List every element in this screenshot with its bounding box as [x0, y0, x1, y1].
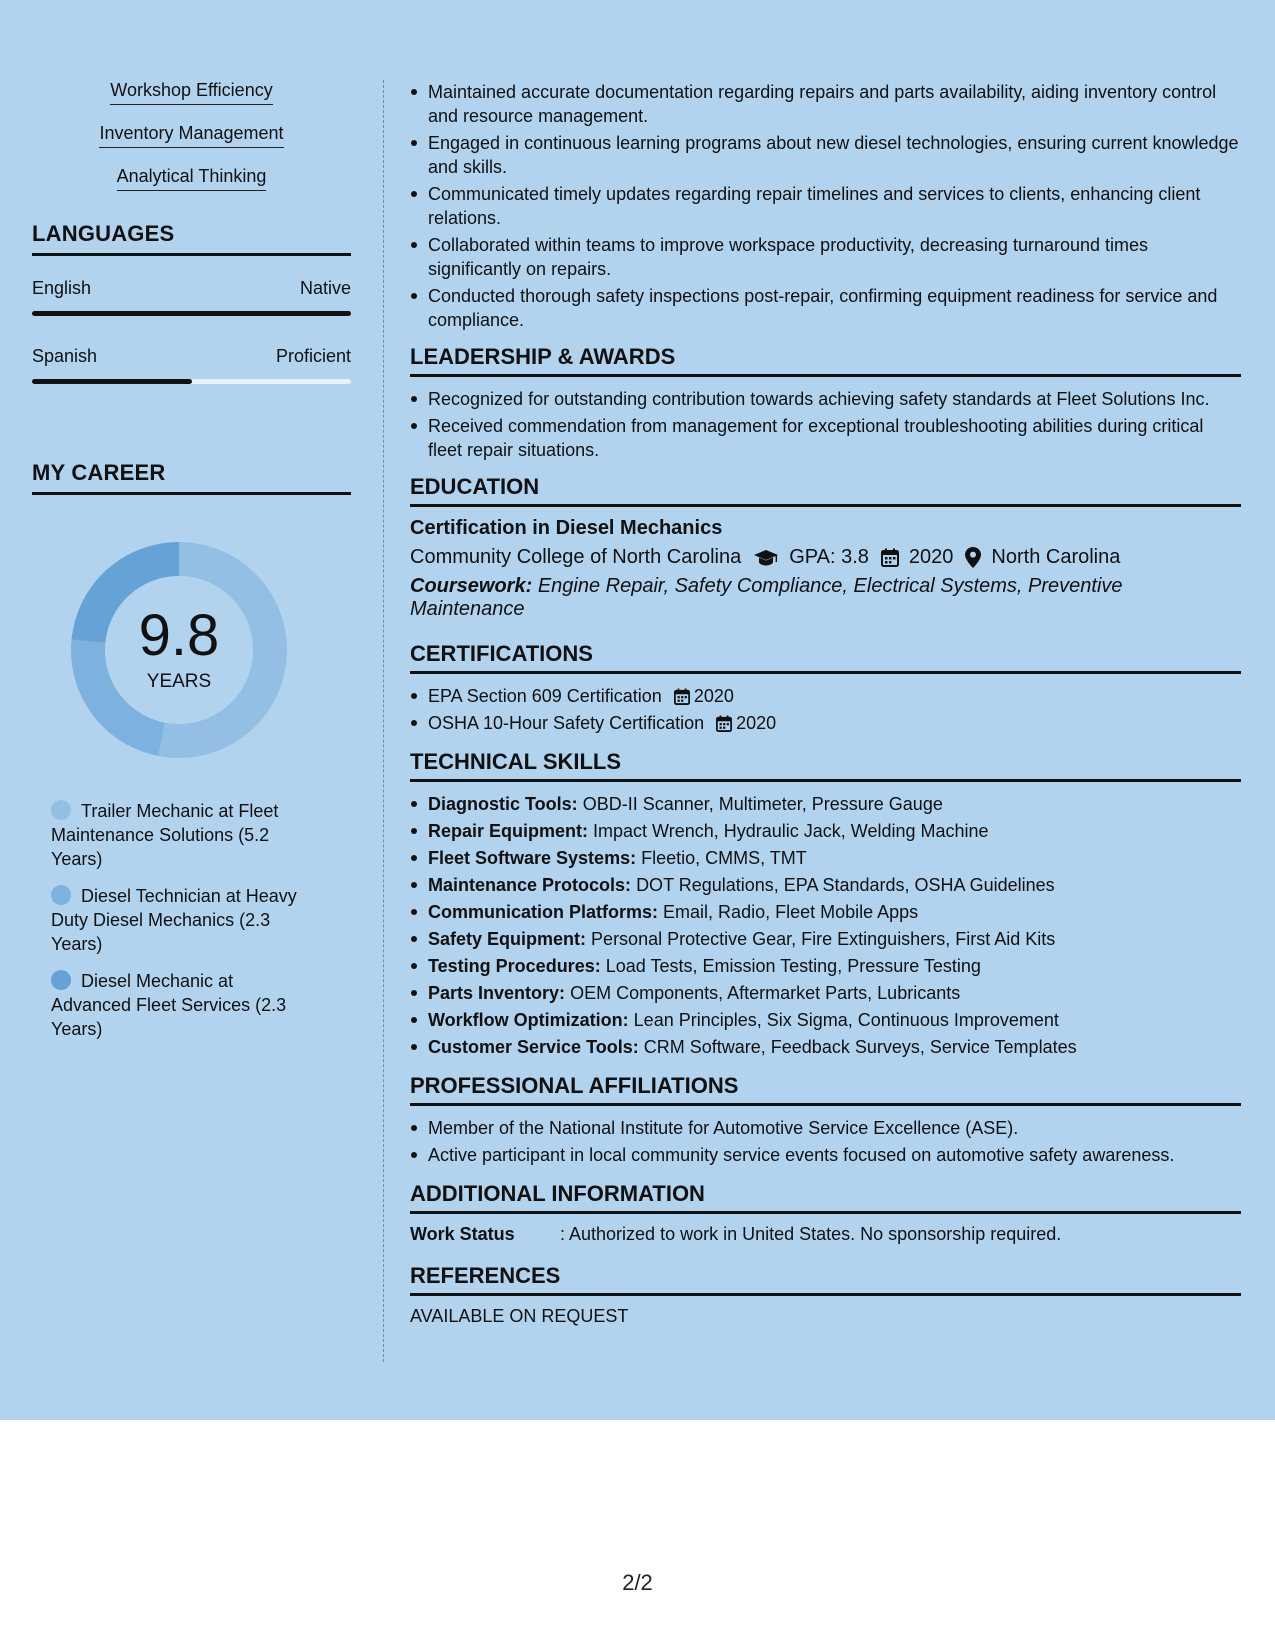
- page-number: 2/2: [622, 1570, 653, 1595]
- career-heading: MY CAREER: [32, 460, 351, 495]
- skill-values: Load Tests, Emission Testing, Pressure Testing: [605, 956, 981, 976]
- certification-year: 2020: [736, 713, 777, 733]
- skill-category: Parts Inventory:: [428, 983, 566, 1003]
- awards-section: [410, 344, 1241, 462]
- language-name: Spanish: [32, 346, 98, 366]
- technical-skill-item: [410, 846, 1241, 870]
- column-divider: [383, 80, 384, 1362]
- skill-item: [32, 166, 351, 191]
- references-heading: REFERENCES: [410, 1263, 1241, 1296]
- certification-name: EPA Section 609 Certification: [428, 686, 662, 706]
- skill-category: Testing Procedures:: [428, 956, 601, 976]
- experience-bullet: Communicated timely updates regarding repair timelines and services to clients, enhancing client relations.: [410, 182, 1241, 230]
- skill-category: Diagnostic Tools:: [428, 794, 578, 814]
- award-item: Received commendation from management for exceptional troubleshooting abilities during critical fleet repair situations.: [410, 414, 1241, 462]
- skill-category: Fleet Software Systems:: [428, 848, 637, 868]
- language-level: Proficient: [275, 346, 351, 366]
- technical-skill-item: [410, 873, 1241, 897]
- skill-category: Workflow Optimization:: [428, 1010, 629, 1030]
- certifications-section: [410, 641, 1241, 735]
- language-name: English: [32, 278, 92, 298]
- award-item: Recognized for outstanding contribution towards achieving safety standards at Fleet Solutions Inc.: [410, 387, 1241, 411]
- technical-skills-heading: TECHNICAL SKILLS: [410, 749, 1241, 782]
- skill-category: Maintenance Protocols:: [428, 875, 632, 895]
- legend-dot-icon: [51, 885, 71, 905]
- technical-skill-item: [410, 981, 1241, 1005]
- location-pin-icon: [965, 547, 981, 568]
- career-legend: [51, 799, 316, 1041]
- language-proficiency-fill: [32, 311, 351, 316]
- legend-dot-icon: [51, 970, 71, 990]
- left-column: [32, 80, 351, 1054]
- skill-label: Inventory Management: [99, 123, 283, 148]
- career-donut-chart: [64, 535, 294, 765]
- affiliations-heading: PROFESSIONAL AFFILIATIONS: [410, 1073, 1241, 1106]
- language-proficiency-bar: [32, 379, 351, 384]
- coursework-list: Engine Repair, Safety Compliance, Electrical Systems, Preventive Maintenance: [410, 575, 1123, 620]
- additional-info-heading: ADDITIONAL INFORMATION: [410, 1181, 1241, 1214]
- calendar-icon: [881, 548, 899, 567]
- skill-values: Impact Wrench, Hydraulic Jack, Welding Machine: [593, 821, 989, 841]
- skill-values: OBD-II Scanner, Multimeter, Pressure Gauge: [582, 794, 943, 814]
- skill-item: [32, 123, 351, 148]
- language-proficiency-bar: [32, 311, 351, 316]
- references-section: [410, 1263, 1241, 1327]
- education-gpa: GPA: 3.8: [789, 546, 869, 568]
- awards-heading: LEADERSHIP & AWARDS: [410, 344, 1241, 377]
- experience-bullet: Maintained accurate documentation regarding repairs and parts availability, aiding inventory control and resource management.: [410, 80, 1241, 128]
- skill-values: DOT Regulations, EPA Standards, OSHA Guidelines: [636, 875, 1055, 895]
- graduation-cap-icon: [753, 549, 779, 567]
- affiliation-item: Member of the National Institute for Automotive Service Excellence (ASE).: [410, 1116, 1241, 1140]
- skill-values: Lean Principles, Six Sigma, Continuous Improvement: [633, 1010, 1059, 1030]
- technical-skill-item: [410, 1035, 1241, 1059]
- legend-dot-icon: [51, 800, 71, 820]
- skill-category: Repair Equipment:: [428, 821, 589, 841]
- calendar-icon: [716, 715, 732, 732]
- education-year: 2020: [908, 546, 954, 568]
- experience-bullet: Collaborated within teams to improve workspace productivity, decreasing turnaround times significantly on repairs.: [410, 233, 1241, 281]
- skill-values: OEM Components, Aftermarket Parts, Lubricants: [570, 983, 961, 1003]
- skill-label: Workshop Efficiency: [110, 80, 272, 105]
- skill-values: CRM Software, Feedback Surveys, Service Templates: [643, 1037, 1077, 1057]
- experience-bullet: Engaged in continuous learning programs about new diesel technologies, ensuring current knowledge and skills.: [410, 131, 1241, 179]
- career-legend-item: [51, 799, 316, 871]
- career-legend-label: Trailer Mechanic at Fleet Maintenance Solutions (5.2 Years): [51, 801, 279, 869]
- skill-item: [32, 80, 351, 105]
- education-coursework: [410, 575, 1241, 621]
- certification-year: 2020: [693, 686, 734, 706]
- technical-skill-item: [410, 792, 1241, 816]
- technical-skill-item: [410, 927, 1241, 951]
- education-section: [410, 474, 1241, 621]
- skill-category: Safety Equipment:: [428, 929, 587, 949]
- career-legend-item: [51, 969, 316, 1041]
- language-level: Native: [299, 278, 351, 298]
- career-legend-item: [51, 884, 316, 956]
- education-heading: EDUCATION: [410, 474, 1241, 507]
- certification-name: OSHA 10-Hour Safety Certification: [428, 713, 705, 733]
- skill-category: Communication Platforms:: [428, 902, 659, 922]
- skill-label: Analytical Thinking: [117, 166, 267, 191]
- career-donut-center: [64, 535, 294, 765]
- skills-list: [32, 80, 351, 191]
- coursework-label: Coursework:: [410, 575, 533, 597]
- language-entry: [32, 346, 351, 384]
- career-legend-label: Diesel Technician at Heavy Duty Diesel Mechanics (2.3 Years): [51, 886, 297, 954]
- language-proficiency-fill: [32, 379, 192, 384]
- education-details: [410, 546, 1241, 569]
- experience-bullets: [410, 80, 1241, 332]
- education-location: North Carolina: [991, 546, 1121, 568]
- technical-skill-item: [410, 954, 1241, 978]
- experience-bullet: Conducted thorough safety inspections post-repair, confirming equipment readiness for service and compliance.: [410, 284, 1241, 332]
- certification-item: [410, 711, 1241, 735]
- certification-item: [410, 684, 1241, 708]
- career-years-unit: YEARS: [146, 671, 212, 692]
- technical-skill-item: [410, 819, 1241, 843]
- language-entry: [32, 278, 351, 316]
- work-status-label: Work Status: [410, 1224, 515, 1244]
- skill-category: Customer Service Tools:: [428, 1037, 639, 1057]
- references-text: AVAILABLE ON REQUEST: [410, 1306, 629, 1326]
- skill-values: Personal Protective Gear, Fire Extinguishers, First Aid Kits: [591, 929, 1056, 949]
- career-legend-label: Diesel Mechanic at Advanced Fleet Services (2.3 Years): [51, 971, 287, 1039]
- technical-skills-section: [410, 749, 1241, 1059]
- right-column: [410, 80, 1241, 1327]
- career-total-years: 9.8: [138, 603, 220, 668]
- technical-skill-item: [410, 1008, 1241, 1032]
- education-degree: Certification in Diesel Mechanics: [410, 517, 723, 539]
- languages-heading: LANGUAGES: [32, 221, 351, 256]
- skill-values: Email, Radio, Fleet Mobile Apps: [663, 902, 919, 922]
- technical-skill-item: [410, 900, 1241, 924]
- certifications-heading: CERTIFICATIONS: [410, 641, 1241, 674]
- education-school: Community College of North Carolina: [410, 546, 742, 568]
- additional-info-section: [410, 1181, 1241, 1245]
- affiliation-item: Active participant in local community service events focused on automotive safety awareness.: [410, 1143, 1241, 1167]
- affiliations-section: [410, 1073, 1241, 1167]
- work-status-row: [410, 1224, 1241, 1245]
- calendar-icon: [674, 688, 690, 705]
- skill-values: Fleetio, CMMS, TMT: [641, 848, 807, 868]
- work-status-value: : Authorized to work in United States. No sponsorship required.: [560, 1224, 1062, 1244]
